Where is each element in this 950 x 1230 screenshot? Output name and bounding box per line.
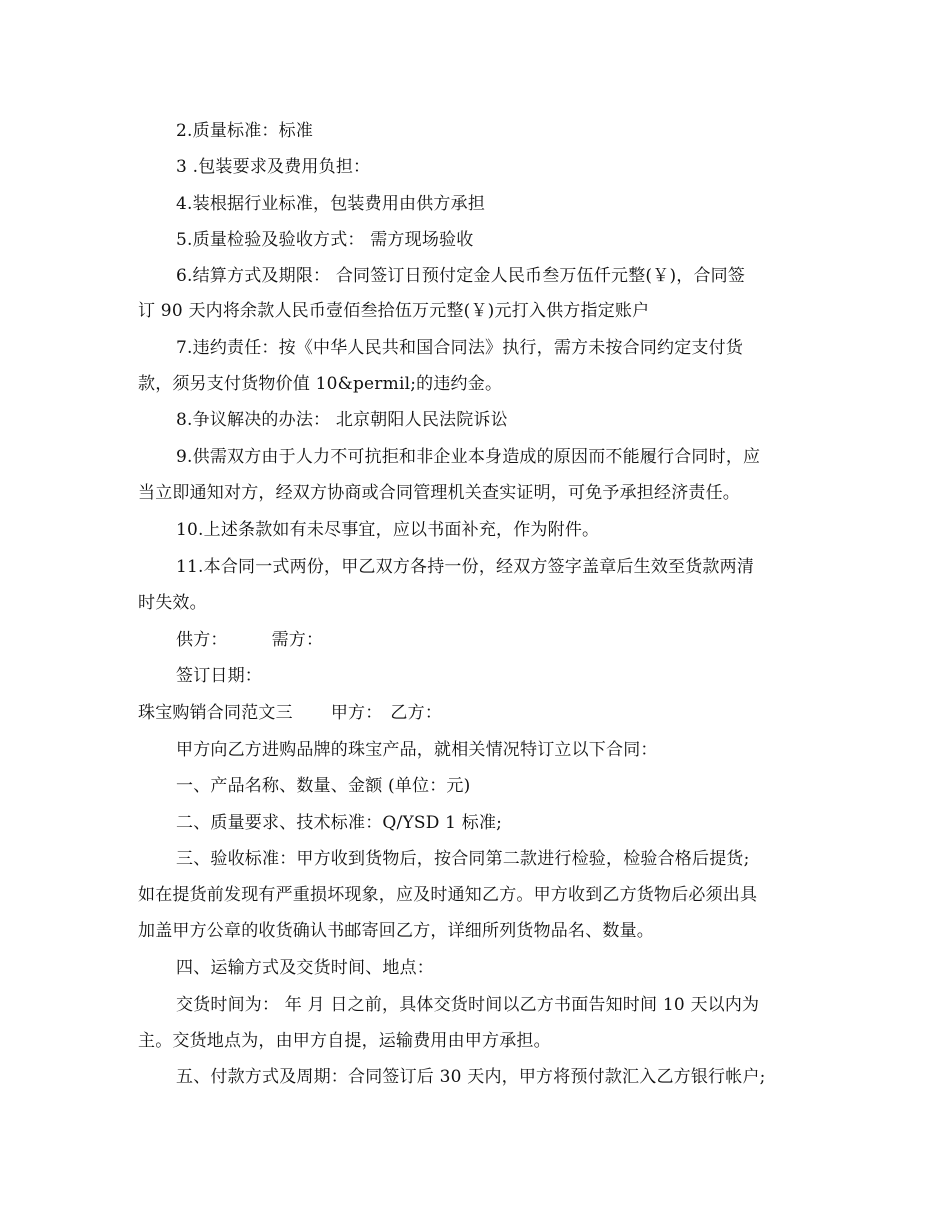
section-5-payment: 五、付款方式及周期：合同签订后 30 天内，甲方将预付款汇入乙方银行帐户;: [176, 1067, 766, 1087]
delivery-time-line2: 主。交货地点为，由甲方自提，运输费用由甲方承担。: [138, 1031, 551, 1051]
section-3-acceptance-line1: 三、验收标准：甲方收到货物后，按合同第二款进行检验，检验合格后提货;: [176, 849, 750, 869]
clause-3-packaging: 3 .包装要求及费用负担：: [176, 157, 371, 177]
signing-date: 签订日期：: [176, 666, 262, 686]
section-3-acceptance-line3: 加盖甲方公章的收货确认书邮寄回乙方，详细所列货物品名、数量。: [138, 921, 654, 941]
clause-6-settlement-line2: 订 90 天内将余款人民币壹佰叁拾伍万元整(￥)元打入供方指定账户: [138, 301, 650, 321]
party-a-label: 甲方：: [330, 703, 383, 723]
clause-7-liability-line2: 款，须另支付货物价值 10&permil;的违约金。: [138, 374, 503, 394]
clause-6-settlement-line1: 6.结算方式及期限： 合同签订日预付定金人民币叁万伍仟元整(￥)，合同签: [176, 266, 746, 286]
contract-three-heading: [138, 702, 442, 724]
section-2-quality: 二、质量要求、技术标准：Q/YSD 1 标准;: [176, 813, 503, 833]
clause-9-force-majeure-line1: 9.供需双方由于人力不可抗拒和非企业本身造成的原因而不能履行合同时，应: [176, 447, 761, 467]
clause-11-copies-line2: 时失效。: [138, 593, 207, 613]
section-4-transport: 四、运输方式及交货时间、地点：: [176, 958, 434, 978]
delivery-time-line1: 交货时间为： 年 月 日之前，具体交货时间以乙方书面告知时间 10 天以内为: [176, 995, 760, 1015]
party-b-label: 乙方：: [390, 703, 443, 723]
clause-8-dispute: 8.争议解决的办法： 北京朝阳人民法院诉讼: [176, 410, 508, 430]
section-3-acceptance-line2: 如在提货前发现有严重损坏现象，应及时通知乙方。甲方收到乙方货物后必须出具: [138, 885, 758, 905]
contract-title: 珠宝购销合同范文三: [138, 703, 293, 723]
signature-parties: [176, 629, 323, 651]
clause-9-force-majeure-line2: 当立即通知对方，经双方协商或合同管理机关查实证明，可免予承担经济责任。: [138, 483, 740, 503]
buyer-label: 需方：: [271, 630, 324, 650]
clause-2-quality-standard: 2.质量标准：标准: [176, 121, 314, 141]
clause-7-liability-line1: 7.违约责任：按《中华人民共和国合同法》执行，需方未按合同约定支付货: [176, 338, 744, 358]
clause-4-packaging-cost: 4.装根据行业标准，包装费用由供方承担: [176, 194, 486, 214]
section-1-product: 一、产品名称、数量、金额 (单位：元): [176, 776, 471, 796]
supplier-label: 供方：: [176, 630, 228, 650]
contract-intro: 甲方向乙方进购品牌的珠宝产品，就相关情况特订立以下合同：: [176, 740, 658, 760]
clause-5-inspection: 5.质量检验及验收方式： 需方现场验收: [176, 230, 474, 250]
clause-10-supplement: 10.上述条款如有未尽事宜，应以书面补充，作为附件。: [176, 520, 600, 540]
clause-11-copies-line1: 11.本合同一式两份，甲乙双方各持一份，经双方签字盖章后生效至货款两清: [176, 557, 755, 577]
